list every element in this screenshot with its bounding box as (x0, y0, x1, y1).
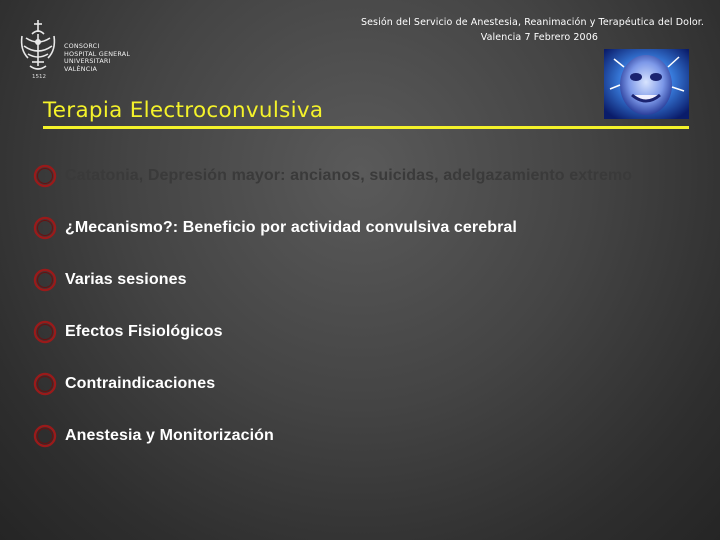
ring-bullet-icon (33, 216, 57, 240)
list-item (33, 420, 713, 472)
list-item (33, 160, 713, 212)
list-item (33, 212, 713, 264)
logo-line: CONSORCI (64, 42, 100, 50)
ring-bullet-icon (33, 424, 57, 448)
ring-bullet-icon (33, 268, 57, 292)
electroshock-portrait-image (604, 49, 689, 119)
list-item (33, 264, 713, 316)
logo-text (64, 43, 130, 73)
bullet-text: Anestesia y Monitorización (65, 427, 274, 444)
logo-year: 1512 (32, 74, 46, 80)
ring-bullet-icon (33, 372, 57, 396)
session-title: Sesión del Servicio de Anestesia, Reanimación y Terapéutica del Dolor. (360, 17, 704, 28)
bullet-text: Contraindicaciones (65, 375, 216, 392)
consorci-hospital-emblem-icon (18, 16, 64, 82)
logo-line: VALÈNCIA (64, 64, 98, 73)
slide-title: Terapia Electroconvulsiva (43, 98, 324, 123)
bullet-list (33, 160, 713, 472)
session-date: Valencia 7 Febrero 2006 (480, 32, 598, 43)
hospital-logo (18, 16, 148, 82)
bullet-text: Varias sesiones (65, 271, 187, 288)
list-item (33, 368, 713, 420)
ring-bullet-icon (33, 320, 57, 344)
ring-bullet-icon (33, 164, 57, 188)
bullet-text: ¿Mecanismo?: Beneficio por actividad convulsiva cerebral (65, 219, 517, 236)
session-header (284, 15, 704, 45)
list-item (33, 316, 713, 368)
electroshock-face-icon (604, 49, 689, 119)
bullet-text: Efectos Fisiológicos (65, 323, 223, 340)
title-underline (43, 126, 689, 129)
logo-line: UNIVERSITARI (64, 57, 111, 66)
bullet-text: Catatonia, Depresión mayor: ancianos, suicidas, adelgazamiento extremo (65, 167, 633, 184)
logo-line: HOSPITAL GENERAL (64, 49, 131, 58)
